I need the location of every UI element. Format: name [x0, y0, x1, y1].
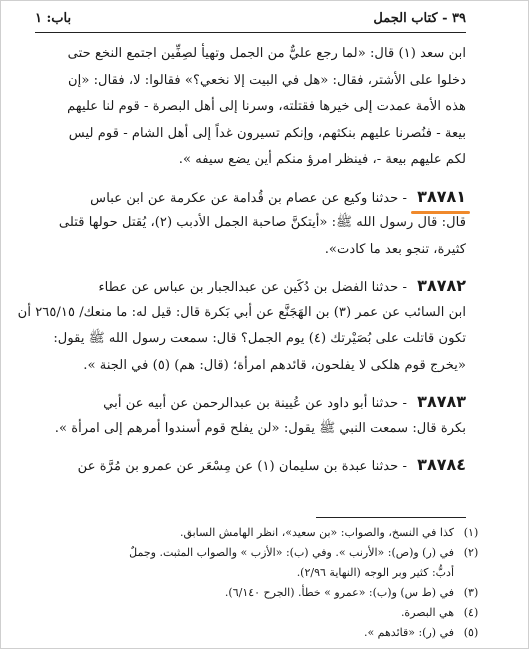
- chapter-label: باب: ١: [35, 10, 72, 26]
- footnote-text: في (ر): «قائدهم ».: [363, 626, 454, 639]
- footnote-mark: (١): [463, 526, 479, 539]
- footnote: [35, 523, 488, 543]
- footnote-divider: [316, 517, 466, 518]
- page-header: [35, 7, 466, 29]
- footnote-text: في (ر) و(ص): «الأرنب ». وفي (ب): «الأزب » والصواب المثبت. وجملٌ: [129, 546, 454, 559]
- text-line: كثيرة، تنجو بعد ما كادت».: [324, 241, 466, 257]
- footnote-text: كذا في النسخ، والصواب: «بن سعيد»، انظر الهامش السابق.: [179, 526, 454, 539]
- text-line: ابن سعد (١) قال: «لما رجع عليٌّ من الجمل وتهيأ لصِفِّين اجتمع النخع حتى: [67, 46, 466, 61]
- footnote-text: في (ط س) و(ب): «عمرو » خطأ. (الجرح ٦/١٤٠).: [224, 586, 454, 599]
- hadith-text: - حدثنا الفضل بن دُكَين عن عبدالجبار بن عباس عن عطاء: [98, 280, 407, 295]
- text-line: ابن السائب عن عمر (٣) بن الهَجَنَّع عن أبي بَكرة قال: قيل له: ما منعك/ ٢٦٥/١٥ أن: [17, 304, 466, 320]
- book-title: ٣٩ - كتاب الجمل: [373, 10, 466, 26]
- text-line: دخلوا على الأشتر، فقال: «هل في البيت إلا نخعي؟» فقالوا: لا، فقال: «إن: [68, 72, 466, 88]
- highlighted-hadith-number: [411, 184, 466, 213]
- footnote: [35, 583, 488, 603]
- hadith-text: - حدثنا عبدة بن سليمان (١) عن مِسْعَر عن عمرو بن مُرَّة عن: [77, 459, 407, 474]
- text-line: قال: قال رسول الله ﷺ: «أيتكنَّ صاحبة الجمل الأدبب (٢)، يُقتل حولها قتلى: [58, 215, 466, 230]
- hadith-first-line: [35, 452, 466, 479]
- hadith-number: ٣٨٧٨١: [417, 186, 466, 206]
- footnote-text: هي البصرة.: [400, 606, 454, 619]
- footnote: [35, 603, 488, 623]
- text-line: هذه الأمة عمدت إلى خيرها فقتلته، وسرنا إلى أهل البصرة - قوم لنا عليهم: [67, 99, 466, 114]
- footnote-continuation: أدبُّ: كثير وبر الوجه (النهاية ٢/٩٦).: [296, 566, 454, 579]
- text-line: «يخرج قوم هلكى لا يفلحون، قائدهم امرأة؛ (قال: هم) (٥) في الجنة ».: [83, 357, 466, 373]
- footnote-mark: (٤): [463, 606, 479, 619]
- hadith-number: ٣٨٧٨٤: [417, 455, 466, 474]
- hadith-first-line: [35, 184, 466, 211]
- hadith-text: - حدثنا أبو داود عن عُيينة بن عبدالرحمن عن أبيه عن أبي: [103, 396, 407, 411]
- highlight-underline: [411, 211, 470, 214]
- footnote-mark: (٣): [463, 586, 479, 599]
- header-divider: [35, 32, 466, 33]
- footnotes: [35, 523, 488, 643]
- text-line: تكون قاتلت على بُصَيْرتك (٤) يوم الجمل؟ قال: سمعت رسول الله ﷺ يقول:: [53, 331, 466, 346]
- text-line: بكرة قال: سمعت النبي ﷺ يقول: «لن يفلح قوم أسندوا أمرهم إلى امرأة ».: [54, 420, 466, 436]
- main-text: [17, 41, 466, 479]
- footnote-mark: (٥): [463, 626, 479, 639]
- text-line: بيعة - فنُصرنا عليهم بنكثهم، وإنكم تسيرون غداً إلى أهل الشام - قوم ليس: [68, 125, 466, 141]
- footnote-mark: (٢): [463, 546, 479, 559]
- text-line: لكم عليهم بيعة -، فينظر امرؤ منكم أين يضع سيفه ».: [178, 152, 466, 167]
- hadith-first-line: [35, 389, 466, 416]
- hadith-first-line: [35, 273, 466, 300]
- footnote: [35, 623, 488, 643]
- hadith-number: ٣٨٧٨٢: [417, 276, 466, 295]
- hadith-number: ٣٨٧٨٣: [417, 392, 466, 411]
- hadith-text: - حدثنا وكيع عن عصام بن قُدامة عن عكرمة عن ابن عباس: [90, 190, 407, 206]
- footnote: [35, 543, 488, 563]
